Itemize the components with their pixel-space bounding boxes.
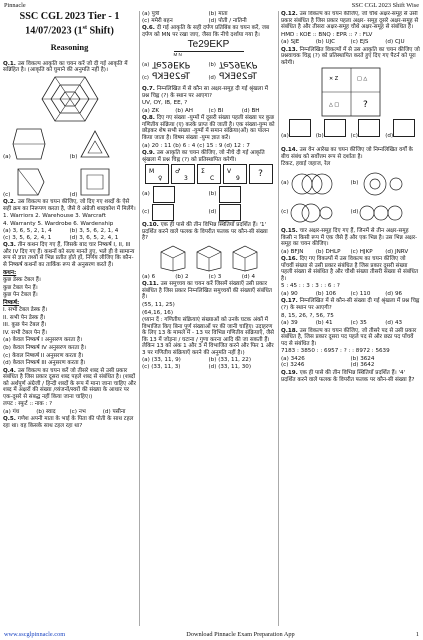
q16-analogy: 5 : 45 : : 3 : 3 : : 6 : ? — [281, 283, 340, 290]
option-b[interactable]: (b) (33, 11, 22) — [208, 357, 252, 364]
option-label: (d) — [385, 133, 394, 140]
option-figure — [219, 186, 241, 203]
option-d[interactable]: (d) BH — [241, 107, 260, 114]
q-text: उस समुच्चय का चयन करें जिसमें संख्याएँ उसी प्रकार संबंधित है जिस प्रकार निम्नलिखित समुच्चयों की संख्याएँ संबंधित हैं। — [142, 281, 272, 301]
q-number: Q.14. — [281, 147, 298, 154]
q13-options — [281, 119, 420, 145]
option-label: (b) — [69, 154, 78, 161]
q-number: Q.11. — [142, 281, 159, 288]
option-figure — [393, 119, 415, 137]
title-sup: st — [82, 24, 87, 31]
svg-text:♀: ♀ — [157, 175, 162, 183]
q1-options — [3, 123, 136, 199]
option-label: (c) — [142, 75, 149, 82]
option-b[interactable]: (b) स्वाद — [36, 408, 56, 415]
mirror-line — [174, 51, 244, 57]
venn-diagram — [358, 171, 404, 197]
q17-options — [281, 320, 420, 327]
option-b[interactable] — [316, 119, 351, 145]
option-figure — [77, 127, 113, 161]
q11-set: (55, 11, 25) — [142, 302, 175, 309]
option-figure — [152, 204, 174, 221]
option-c[interactable] — [281, 198, 351, 227]
option-a[interactable] — [281, 169, 351, 198]
option-label: (c) — [142, 208, 150, 215]
q-text: दिए गए संख्या -युग्मों में दूसरी संख्या पहली संख्या पर कुछ गणितीय संक्रिया (ए) करके प्राप्त की जाती है। एक संख्या-युग्म को छोड़कर शेष सभी संख्या -युग्मों में समान संक्रिया(ओं) का पालन किया जाता है। विषम संख्या -युग्म ज्ञात करें। — [142, 115, 275, 142]
paper-title — [3, 11, 136, 36]
q11-options — [142, 357, 275, 370]
conclusion: II. सभी पेन डेस्क हैं। — [3, 314, 46, 321]
q4-analogy: लपट : स्फुर्ट :: नाक : ? — [3, 401, 53, 408]
title-shift: Shift) — [86, 24, 114, 36]
statement: कुछ डेस्क टेबल हैं। — [3, 277, 41, 284]
option-d[interactable]: (d) पसीना — [102, 408, 126, 415]
q7-options — [142, 108, 275, 115]
series-box — [171, 164, 195, 184]
option-b[interactable]: (b) UJC — [315, 39, 336, 46]
option-c[interactable]: (c) केवल निष्कर्ष II अनुसरण करता है। — [3, 352, 84, 359]
svg-text:C: C — [209, 175, 214, 183]
option-figure — [289, 119, 311, 137]
option-b[interactable] — [351, 169, 421, 198]
option-a[interactable]: (a) ZK — [142, 107, 160, 114]
option-label: (b) — [208, 62, 216, 69]
series-box — [223, 164, 247, 184]
question-12 — [281, 11, 420, 31]
q18-options — [281, 356, 420, 369]
q6-figure — [142, 39, 275, 57]
option-figure — [77, 165, 113, 199]
option-d[interactable]: (d) 3, 6, 5, 2, 4, 1 — [69, 234, 119, 241]
q-text: दिए गए विकल्पों में उस विकल्प का चयन कीजिए जो पाँचवीं संख्या से उसी प्रकार संबंधित है जिस प्रकार दूसरी संख्या पहली संख्या से संबंधित है और चौथी संख्या तीसरी संख्या से संबंधित है। — [281, 256, 419, 282]
mirror-word: Te29EKP — [187, 39, 230, 51]
question-6 — [142, 25, 275, 38]
q-text: उस विकल्प का चयन करें जो तीसरे शब्द से उसी प्रकार संबंधित है जिस प्रकार दूसरा शब्द पहले शब्द से संबंधित है। (शब्दों को अर्थपूर्ण अंग्रेजी / हिन्दी शब्दों के रूप में माना जाना चाहिए और शब्द में अक्षरों की संख्या /व्यंजनों/स्वरों की संख्या के आधार पर एक-दूसरे से संबद्ध नहीं किया जाना चाहिए।) — [3, 367, 136, 400]
option-a[interactable]: (a) 39 — [281, 320, 298, 327]
question-11 — [142, 281, 275, 301]
conclusion: I. सभी टेबल डेस्क हैं। — [3, 307, 48, 314]
option-figure — [324, 119, 346, 137]
q1-figure — [3, 75, 136, 123]
option-d[interactable] — [70, 161, 137, 199]
option-label: (c) — [281, 209, 289, 216]
q-number: Q.3. — [3, 242, 16, 249]
dice-icon — [195, 244, 223, 272]
question-5 — [3, 416, 136, 429]
option-label: (b) — [208, 190, 217, 197]
option-d[interactable]: (d) CJU — [385, 39, 405, 46]
q-text: निम्नलिखित में से कौन सा अक्षर-समूह दी गई श्रृंखला में प्रश्न चिह्न (?) के स्थान पर आएगा? — [142, 86, 269, 99]
option-figure — [11, 127, 47, 161]
option-b[interactable]: (b) AH — [175, 107, 193, 114]
option-figure — [10, 165, 46, 199]
question-13 — [281, 47, 420, 67]
option-label: (b) — [350, 180, 359, 187]
option-a[interactable] — [142, 185, 209, 203]
option-figure: Te29EKP — [218, 72, 257, 83]
question-8 — [142, 115, 275, 141]
option-d[interactable] — [209, 203, 276, 221]
option-d[interactable]: (d) 3642 — [350, 362, 375, 369]
q-number: Q.8. — [142, 115, 155, 122]
venn-diagram — [289, 171, 335, 197]
option-label: (d) — [69, 192, 78, 199]
option-a[interactable]: (a) SJE — [281, 39, 300, 46]
option-figure — [153, 186, 175, 203]
option-c[interactable] — [3, 161, 70, 199]
option-c[interactable]: (c) EJS — [350, 39, 369, 46]
q13-pattern-figure — [281, 67, 420, 119]
q7-series: UV, OY, IB, EE, ? — [142, 100, 188, 107]
q-number: Q.7. — [142, 86, 155, 93]
q6-options — [142, 58, 275, 84]
q-number: Q.12. — [281, 11, 298, 17]
option-c[interactable] — [142, 71, 209, 84]
q2-words-line-2: 4. Warranty 5. Wardrobe 6. Wardenship — [3, 220, 114, 227]
q-text: एक ही पासे की तीन विभिन्न स्थितियाँ प्रदर्शित हैं। '4' प्रदर्शित करने वाले फलक के विपरीत फलक पर कौन-सी संख्या है? — [281, 369, 415, 383]
option-a[interactable]: (a) गंध — [3, 408, 20, 415]
option-c[interactable]: (c) 35 — [350, 320, 367, 327]
option-a[interactable] — [3, 123, 70, 161]
conclusions-heading: निष्कर्ष: — [3, 299, 20, 306]
q-number: Q.4. — [3, 367, 16, 374]
option-c[interactable]: (c) 3246 — [281, 362, 305, 369]
q-number: Q.10. — [142, 222, 159, 229]
option-d[interactable]: (d) केवल निष्कर्ष III अनुसरण करता है। — [3, 360, 86, 367]
option-figure — [219, 204, 241, 221]
q12-options — [281, 39, 420, 46]
option-a[interactable]: (a) (33, 11, 9) — [142, 357, 181, 364]
option-a[interactable]: (a) 90 — [281, 290, 298, 297]
option-b[interactable] — [70, 123, 137, 161]
mirror-label: M N — [173, 52, 182, 58]
svg-text:□ △: □ △ — [356, 76, 367, 83]
option-c[interactable]: (c) 3, 5, 6, 2, 4, 1 — [3, 234, 52, 241]
q-number: Q.1. — [3, 60, 16, 67]
q9-options — [142, 185, 275, 221]
q-number: Q.9. — [142, 150, 155, 157]
page-header — [4, 0, 419, 10]
conclusion: IV. सभी टेबल पेन हैं। — [3, 329, 47, 336]
option-label: (a) — [142, 190, 150, 197]
q-number: Q.17. — [281, 298, 298, 305]
option-a[interactable]: (a) 6 — [142, 273, 156, 280]
footer-website-link[interactable]: www.sscglpinnacle.com — [4, 630, 66, 638]
pattern-grid — [321, 67, 381, 117]
option-figure: Te29EKP — [152, 59, 191, 70]
hexagon-figure — [40, 75, 100, 123]
option-a[interactable]: (a) 3426 — [281, 355, 305, 362]
option-b[interactable]: (b) DHLP — [315, 248, 341, 255]
option-label: (a) — [281, 133, 289, 140]
question-4 — [3, 368, 136, 401]
q-number: Q.13. — [281, 46, 298, 53]
q-number: Q.19. — [281, 369, 298, 376]
option-c[interactable]: (c) BI — [208, 107, 224, 114]
option-d[interactable]: (d) 43 — [385, 320, 403, 327]
q9-series-figure — [142, 164, 275, 184]
statement: कुछ टेबल पेन हैं। — [3, 284, 38, 291]
question-7 — [142, 86, 275, 99]
column-divider — [278, 11, 279, 626]
q-text: एक ही पासे की तीन विभिन्न स्थितियाँ प्रदर्शित हैं। '1' प्रदर्शित करने वाले फलक के विपरीत फलक पर कौन-सी संख्या है? — [142, 222, 268, 242]
q-text: उस विकल्प का चयन कीजिए, जो चौथे अक्षर-समूह से उसी प्रकार संबंधित है जिस प्रकार पहला अक्षर- समूह दूसरे अक्षर-समूह से संबंधित है और तीसरा अक्षर-समूह चौथे अक्षर-समूह से संबंधित है। — [281, 11, 419, 31]
option-c[interactable] — [142, 203, 209, 221]
option-label: (c) — [3, 192, 11, 199]
q-text: चार अक्षर-समूह दिए गए हैं, जिनमें से तीन अक्षर-समूह किसी न किसी रूप में एक जैसे हैं और एक भिन्न है। उस भिन्न अक्षर- समूह का चयन कीजिए। — [281, 228, 418, 248]
option-d[interactable]: (d) 96 — [385, 290, 403, 297]
option-d[interactable]: (d) (33, 11, 30) — [208, 363, 252, 370]
q8-options[interactable]: (a) 20 : 11 (b) 6 : 4 (c) 15 : 9 (d) 12 : 7 — [142, 142, 250, 149]
q-text: उस आकृति का चयन कीजिए, जो नीचे दी गई आकृति श्रृंखला में प्रश्न चिह्न (?) को प्रतिस्थापित करेगी। — [142, 150, 265, 163]
column-divider — [139, 11, 140, 626]
option-c[interactable]: (c) (33, 11, 3) — [142, 363, 181, 370]
q-number: Q.16. — [281, 256, 298, 263]
option-a[interactable]: (a) BFJN — [281, 248, 304, 255]
dice-icon — [231, 244, 259, 272]
q-text: गणेश अपनी माता के भाई के पिता की पोती के साथ टहल रहा था। वह किसके साथ टहल रहा था? — [3, 416, 134, 429]
q2-words-line-1: 1. Warriors 2. Warehouse 3. Warcraft — [3, 213, 106, 220]
svg-text:△ □: △ □ — [328, 102, 339, 109]
option-b[interactable] — [209, 185, 276, 203]
option-d[interactable] — [385, 119, 420, 145]
q-text: निम्नलिखित में से कौन-सी संख्या दी गई श्रृंखला में प्रश्न चिह्न (?) के स्थान पर आएगी? — [281, 298, 420, 312]
q11-set: (64,16, 16) — [142, 309, 174, 316]
q17-series: 8, 15, 26, ?, 56, 75 — [281, 312, 334, 319]
option-b[interactable]: (b) 2 — [175, 273, 189, 280]
q-number: Q.5. — [3, 416, 16, 423]
question-2 — [3, 199, 136, 212]
option-b[interactable]: (b) माता — [208, 11, 228, 17]
series-box — [197, 164, 221, 184]
option-b[interactable]: (b) 41 — [315, 320, 333, 327]
q-text: उस वेन आरेख का चयन कीजिए जो निम्नलिखित वर्गों के बीच संबंध को सर्वोत्तम रूप से दर्शाता है। — [281, 147, 413, 160]
option-d[interactable] — [209, 71, 276, 84]
column-3 — [281, 11, 420, 626]
question-16 — [281, 256, 420, 282]
footer-app-text: Download Pinnacle Exam Preparation App — [186, 630, 295, 638]
q10-dice-figure — [142, 244, 275, 272]
page-number: 1 — [415, 630, 419, 638]
q-number: Q.18. — [281, 327, 298, 334]
svg-text:?: ? — [362, 100, 368, 111]
option-b[interactable]: (b) 3, 5, 6, 2, 1, 4 — [69, 228, 119, 235]
q10-options — [142, 274, 275, 281]
option-c[interactable]: (c) 3 — [208, 273, 222, 280]
column-1 — [3, 11, 136, 626]
q-text: उस विकल्प का चयन कीजिए, जो दिए गए शब्दों के ऐसे सही क्रम का निरूपण करता है, जैसे वे अंग्रेजी शब्दकोश में मिलेंगे। — [3, 199, 136, 212]
q14-classes: टिकट, हवाई जहाज, रेल — [281, 161, 331, 168]
option-a[interactable] — [281, 119, 316, 145]
option-label: (c) — [350, 133, 358, 140]
conclusion: III. कुछ पेन टेबल हैं। — [3, 322, 47, 329]
svg-text:3: 3 — [183, 175, 188, 183]
section-heading: Reasoning — [50, 42, 89, 53]
header-brand: Pinnacle — [4, 1, 26, 9]
option-b[interactable] — [209, 58, 276, 71]
question-18 — [281, 328, 420, 348]
option-label: (a) — [142, 62, 150, 69]
option-c[interactable]: (c) ममेरी बहन — [142, 17, 173, 24]
q5-options — [142, 11, 275, 24]
option-d[interactable]: (d) JNRV — [385, 248, 409, 255]
option-a[interactable] — [142, 58, 209, 71]
q2-options — [3, 228, 136, 241]
option-label: (d) — [208, 208, 217, 215]
q-text: उस विकल्प का चयन कीजिए, जो तीसरे पद से उसी प्रकार संबंधित है, जिस प्रकार दूसरा पद पहले पद से और छठा पद पाँचवें पद से संबंधित है। — [281, 327, 417, 347]
option-d[interactable] — [351, 198, 421, 227]
q12-analogy: HMD : KOE :: BNQ : EPR :: ? : FLV — [281, 31, 373, 38]
q14-options — [281, 169, 420, 227]
page-footer — [4, 629, 419, 639]
q16-options — [281, 291, 420, 298]
q-text: दी गई आकृति के सही दर्पण प्रतिबिंब का चयन करें, जब दर्पण को MN पर रखा जाए, जैसा कि नीचे दर्शाया गया है। — [142, 25, 270, 38]
title-date: 14/07/2023 (1 — [25, 24, 83, 36]
question-9 — [142, 150, 275, 163]
svg-text:Σ: Σ — [200, 168, 205, 176]
svg-text:9: 9 — [235, 175, 240, 183]
option-label: (b) — [315, 133, 324, 140]
option-a[interactable]: (a) पुत्री — [142, 11, 160, 17]
svg-text:✕ Z: ✕ Z — [328, 76, 338, 83]
statements-heading: कथन: — [3, 269, 17, 276]
option-figure — [358, 119, 380, 137]
q-number: Q.2. — [3, 199, 16, 206]
question-mark-box: ? — [249, 164, 273, 184]
q4-options — [3, 409, 136, 416]
option-b[interactable]: (b) 3624 — [350, 355, 375, 362]
option-d[interactable]: (d) पोती / नातिनी — [208, 17, 247, 24]
series-box — [145, 164, 169, 184]
option-label: (a) — [3, 154, 11, 161]
option-d[interactable]: (d) 4 — [241, 273, 256, 280]
option-label: (d) — [208, 75, 216, 82]
option-c[interactable]: (c) HJKP — [350, 248, 373, 255]
option-figure: Te29EKP — [151, 72, 190, 83]
q11-note: (ध्यान दें : गणितीय संक्रियाएं संख्याओं को उनके घटक अंकों में विभाजित किए बिना पूर्ण संख्याओं पर की जानी चाहिए। उदाहरण के लिए 13 के मामले में - 13 पर विभिन्न गणितीय संक्रियाएँ, जैसे कि 13 में जोड़ना / घटाना / गुणा करना आदि की जा सकती हैं। लेकिन 13 को अंक 1 और 3 में विभाजित करने और फिर 1 और 3 पर गणितीय संक्रियाएँ करने की अनुमति नहीं है।) — [142, 317, 274, 356]
q-text: निम्नलिखित विकल्पों में से उस आकृति का चयन कीजिए जो प्रश्नवाचक चिह्न (?) को प्रतिस्थापित करते हुए दिए गए पैटर्न को पूरा करेगी। — [281, 46, 420, 66]
svg-text:♂: ♂ — [174, 168, 180, 176]
header-exam: SSC CGL 2023 Shift Wise — [351, 1, 419, 9]
q-number: Q.15. — [281, 228, 298, 235]
title-line-2 — [3, 23, 136, 37]
q-number: Q.6. — [142, 25, 155, 32]
option-b[interactable]: (b) 106 — [315, 290, 337, 297]
question-14 — [281, 147, 420, 160]
column-2 — [142, 11, 275, 626]
option-a[interactable]: (a) 3, 6, 5, 2, 1, 4 — [3, 228, 52, 235]
q-text: उस विकल्प आकृति का चयन करें जो दी गई आकृति में सन्निहित है। (आकृति को घुमाने की अनुमति नहीं है)। — [3, 60, 128, 74]
question-3 — [3, 242, 136, 268]
option-label: (a) — [281, 180, 289, 187]
q15-options — [281, 249, 420, 256]
option-label: (d) — [350, 209, 359, 216]
option-figure: Te29EKP — [218, 59, 258, 70]
q-text: तीन कथन दिए गए हैं, जिसके बाद चार निष्कर्ष I, II, III और IV दिए गए हैं। कथनों को सत्य मानते हुए, भले ही वे सामान्य रूप से ज्ञात तथ्यों से भिन्न प्रतीत होते हों, निर्णय लीजिए कि कौन-से निष्कर्ष कथनों का तार्किक रूप से अनुसरण करते हैं। — [3, 242, 135, 268]
question-1 — [3, 61, 136, 74]
question-10 — [142, 222, 275, 242]
statement: कुछ पेन टेबल हैं। — [3, 292, 38, 299]
svg-text:M: M — [148, 168, 154, 176]
svg-text:V: V — [226, 168, 231, 176]
question-19 — [281, 370, 420, 383]
venn-diagram — [358, 200, 404, 226]
question-15 — [281, 228, 420, 248]
q18-analogy: 7183 : 3850 : : 6957 : ? : : 8972 : 5639 — [281, 348, 390, 355]
option-b[interactable]: (b) केवल निष्कर्ष IV अनुसरण करता है। — [3, 344, 87, 351]
venn-diagram — [288, 200, 334, 226]
option-c[interactable] — [351, 119, 386, 145]
dice-icon — [159, 244, 187, 272]
title-line-1: SSC CGL 2023 Tier - 1 — [19, 11, 120, 22]
question-17 — [281, 298, 420, 311]
option-c[interactable]: (c) 110 — [350, 290, 371, 297]
option-a[interactable]: (a) केवल निष्कर्ष I अनुसरण करता है। — [3, 337, 83, 344]
option-c[interactable]: (c) नभ — [69, 408, 86, 415]
